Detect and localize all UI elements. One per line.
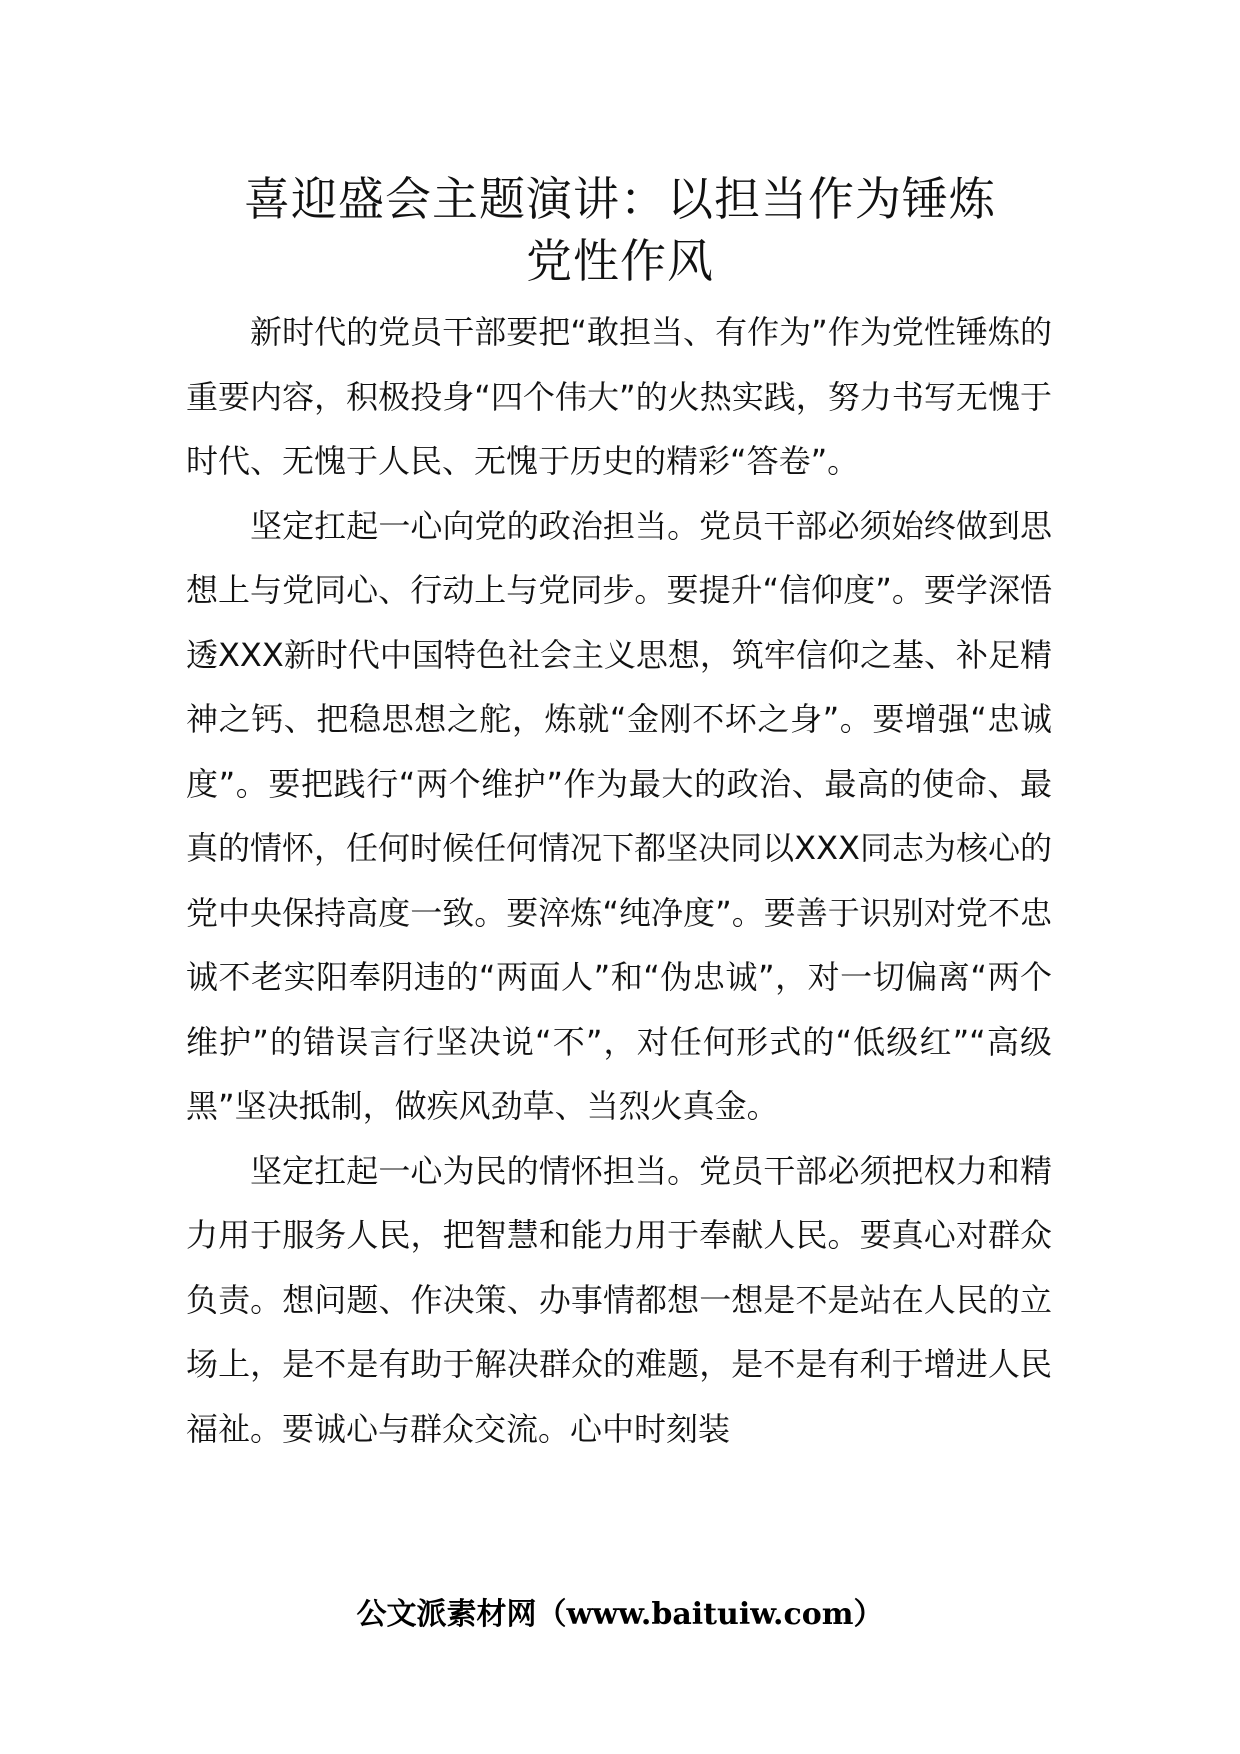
paragraph-intro: 新时代的党员干部要把“敢担当、有作为”作为党性锤炼的重要内容，积极投身“四个伟大”的火热实践，努力书写无愧于时代、无愧于人民、无愧于历史的精彩“答卷”。 bbox=[186, 313, 1052, 480]
paragraph-people-duty: 坚定扛起一心为民的情怀担当。党员干部必须把权力和精力用于服务人民，把智慧和能力用于奉献人民。要真心对群众负责。想问题、作决策、办事情都想一想是不是站在人民的立场上，是不是有助于解决群众的难题，是不是有利于增进人民福祉。要诚心与群众交流。心中时刻装 bbox=[186, 1151, 1052, 1448]
title-line-1: 喜迎盛会主题演讲：以担当作为锤炼 bbox=[244, 172, 996, 226]
document-body bbox=[186, 300, 1052, 1461]
document-title bbox=[186, 168, 1054, 292]
paragraph-political-duty: 坚定扛起一心向党的政治担当。党员干部必须始终做到思想上与党同心、行动上与党同步。要提升“信仰度”。要学深悟透XXX新时代中国特色社会主义思想，筑牢信仰之基、补足精神之钙、把稳思想之舵，炼就“金刚不坏之身”。要增强“忠诚度”。要把践行“两个维护”作为最大的政治、最高的使命、最真的情怀，任何时候任何情况下都坚决同以XXX同志为核心的党中央保持高度一致。要淬炼“纯净度”。要善于识别对党不忠诚不老实阳奉阴违的“两面人”和“伪忠诚”，对一切偏离“两个维护”的错误言行坚决说“不”，对任何形式的“低级红”“高级黑”坚决抵制，做疾风劲草、当烈火真金。 bbox=[186, 506, 1052, 1125]
footer-watermark: 公文派素材网（www.baituiw.com） bbox=[356, 1597, 884, 1632]
title-line-2: 党性作风 bbox=[526, 234, 714, 288]
